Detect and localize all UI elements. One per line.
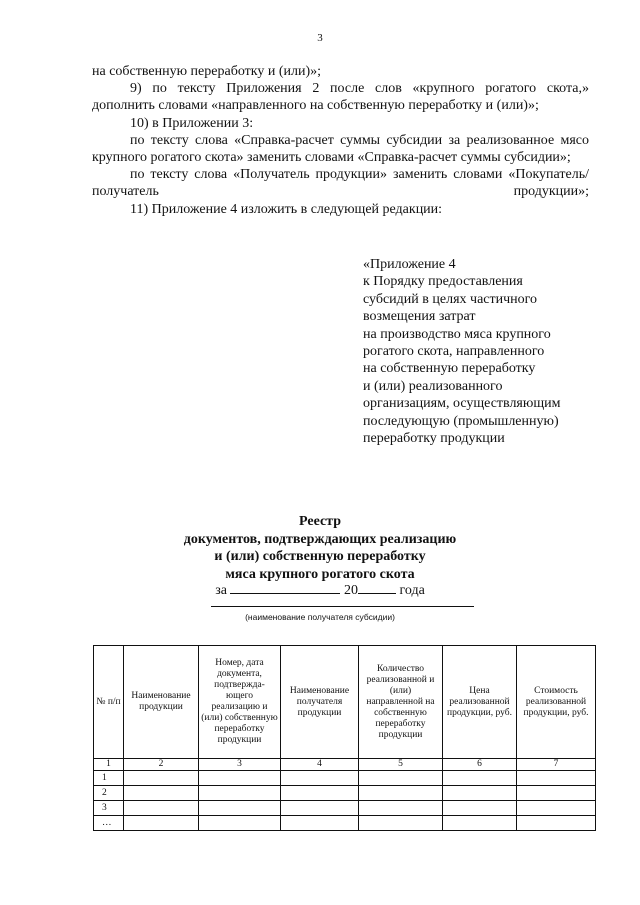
amendment-item-10-heading: 10) в Приложении 3: [130, 115, 254, 131]
table-cell [124, 801, 199, 816]
appendix-line: на производство мяса крупного [363, 326, 551, 342]
table-cell [517, 786, 596, 801]
column-number: 7 [517, 759, 596, 771]
table-cell [517, 771, 596, 786]
amendments-text [92, 63, 589, 218]
table-cell [199, 771, 281, 786]
column-number: 2 [124, 759, 199, 771]
recipient-underline [211, 606, 474, 607]
appendix-line: возмещения затрат [363, 309, 476, 325]
column-number: 1 [94, 759, 124, 771]
period-year-blank [358, 581, 396, 594]
table-cell [281, 801, 359, 816]
appendix-line: субсидий в целях частичного [363, 291, 538, 307]
amendment-item-10-a: по тексту слова «Справка-расчет суммы субсидии за реализованное мясо крупного рогатого скота» заменить словами «Справка-расчет суммы субсидии»; [92, 132, 589, 166]
table-cell [443, 786, 517, 801]
appendix-header [363, 256, 613, 447]
table-row [94, 786, 596, 801]
appendix-line: организациям, осуществляющим [363, 396, 561, 412]
appendix-line: на собственную переработку [363, 361, 536, 377]
appendix-line: переработку продукции [363, 431, 505, 447]
registry-title-line-4: мяса крупного рогатого скота [225, 566, 415, 582]
table-cell [443, 771, 517, 786]
table-cell [517, 816, 596, 831]
period-prefix: за [215, 583, 227, 598]
amendment-line-1: на собственную переработку и (или)»; [92, 64, 322, 79]
table-cell [281, 786, 359, 801]
column-number: 3 [199, 759, 281, 771]
header-number: № п/п [94, 646, 124, 759]
row-number: 2 [94, 786, 124, 801]
table-row [94, 771, 596, 786]
registry-title [0, 513, 640, 583]
appendix-line: к Порядку предоставления [363, 274, 523, 290]
table-cell [359, 786, 443, 801]
table-cell [443, 816, 517, 831]
header-cost: Стоимость реализованной продукции, руб. [517, 646, 596, 759]
appendix-line: и (или) реализованного [363, 378, 503, 394]
table-cell [124, 771, 199, 786]
table-cell [359, 771, 443, 786]
column-number: 4 [281, 759, 359, 771]
table-cell [199, 801, 281, 816]
table-cell [124, 816, 199, 831]
amendment-item-10-b: по тексту слова «Получатель продукции» заменить словами «Покупатель/получатель продукции»; [92, 167, 589, 200]
page-number: 3 [317, 32, 323, 44]
period-year-prefix: 20 [343, 583, 358, 598]
registry-table [93, 645, 596, 831]
column-number: 6 [443, 759, 517, 771]
table-cell [199, 816, 281, 831]
row-number: 3 [94, 801, 124, 816]
table-cell [281, 816, 359, 831]
registry-title-line-3: и (или) собственную переработку [214, 549, 426, 564]
period-suffix: года [399, 583, 425, 598]
column-number: 5 [359, 759, 443, 771]
header-price: Цена реализованной продукции, руб. [443, 646, 517, 759]
row-number: … [94, 816, 124, 831]
header-document: Номер, дата документа, подтвержда-ющего реализацию и (или) собственную переработку продукции [199, 646, 281, 759]
table-cell [359, 816, 443, 831]
amendment-item-11: 11) Приложение 4 изложить в следующей редакции: [130, 201, 443, 217]
table-header-row [94, 646, 596, 759]
table-cell [517, 801, 596, 816]
table-cell [443, 801, 517, 816]
table-cell [124, 786, 199, 801]
amendment-item-9: 9) по тексту Приложения 2 после слов «крупного рогатого скота,» дополнить словами «направленного на собственную переработку и (или)»; [92, 81, 589, 114]
header-product-name: Наименование продукции [124, 646, 199, 759]
recipient-label: (наименование получателя субсидии) [245, 612, 395, 622]
appendix-line: последующую (промышленную) [363, 413, 559, 429]
header-quantity: Количество реализованной и (или) направленной на собственную переработку продукции [359, 646, 443, 759]
period-month-blank [230, 581, 340, 594]
appendix-line: «Приложение 4 [363, 257, 456, 272]
table-cell [281, 771, 359, 786]
header-recipient-name: Наименование получателя продукции [281, 646, 359, 759]
appendix-line: рогатого скота, направленного [363, 344, 545, 360]
table-row [94, 816, 596, 831]
registry-title-line-1: Реестр [298, 514, 341, 529]
period-line [0, 581, 640, 599]
table-cell [199, 786, 281, 801]
registry-title-line-2: документов, подтверждающих реализацию [183, 531, 457, 547]
row-number: 1 [94, 771, 124, 786]
table-column-numbers-row [94, 759, 596, 771]
table-row [94, 801, 596, 816]
table-cell [359, 801, 443, 816]
